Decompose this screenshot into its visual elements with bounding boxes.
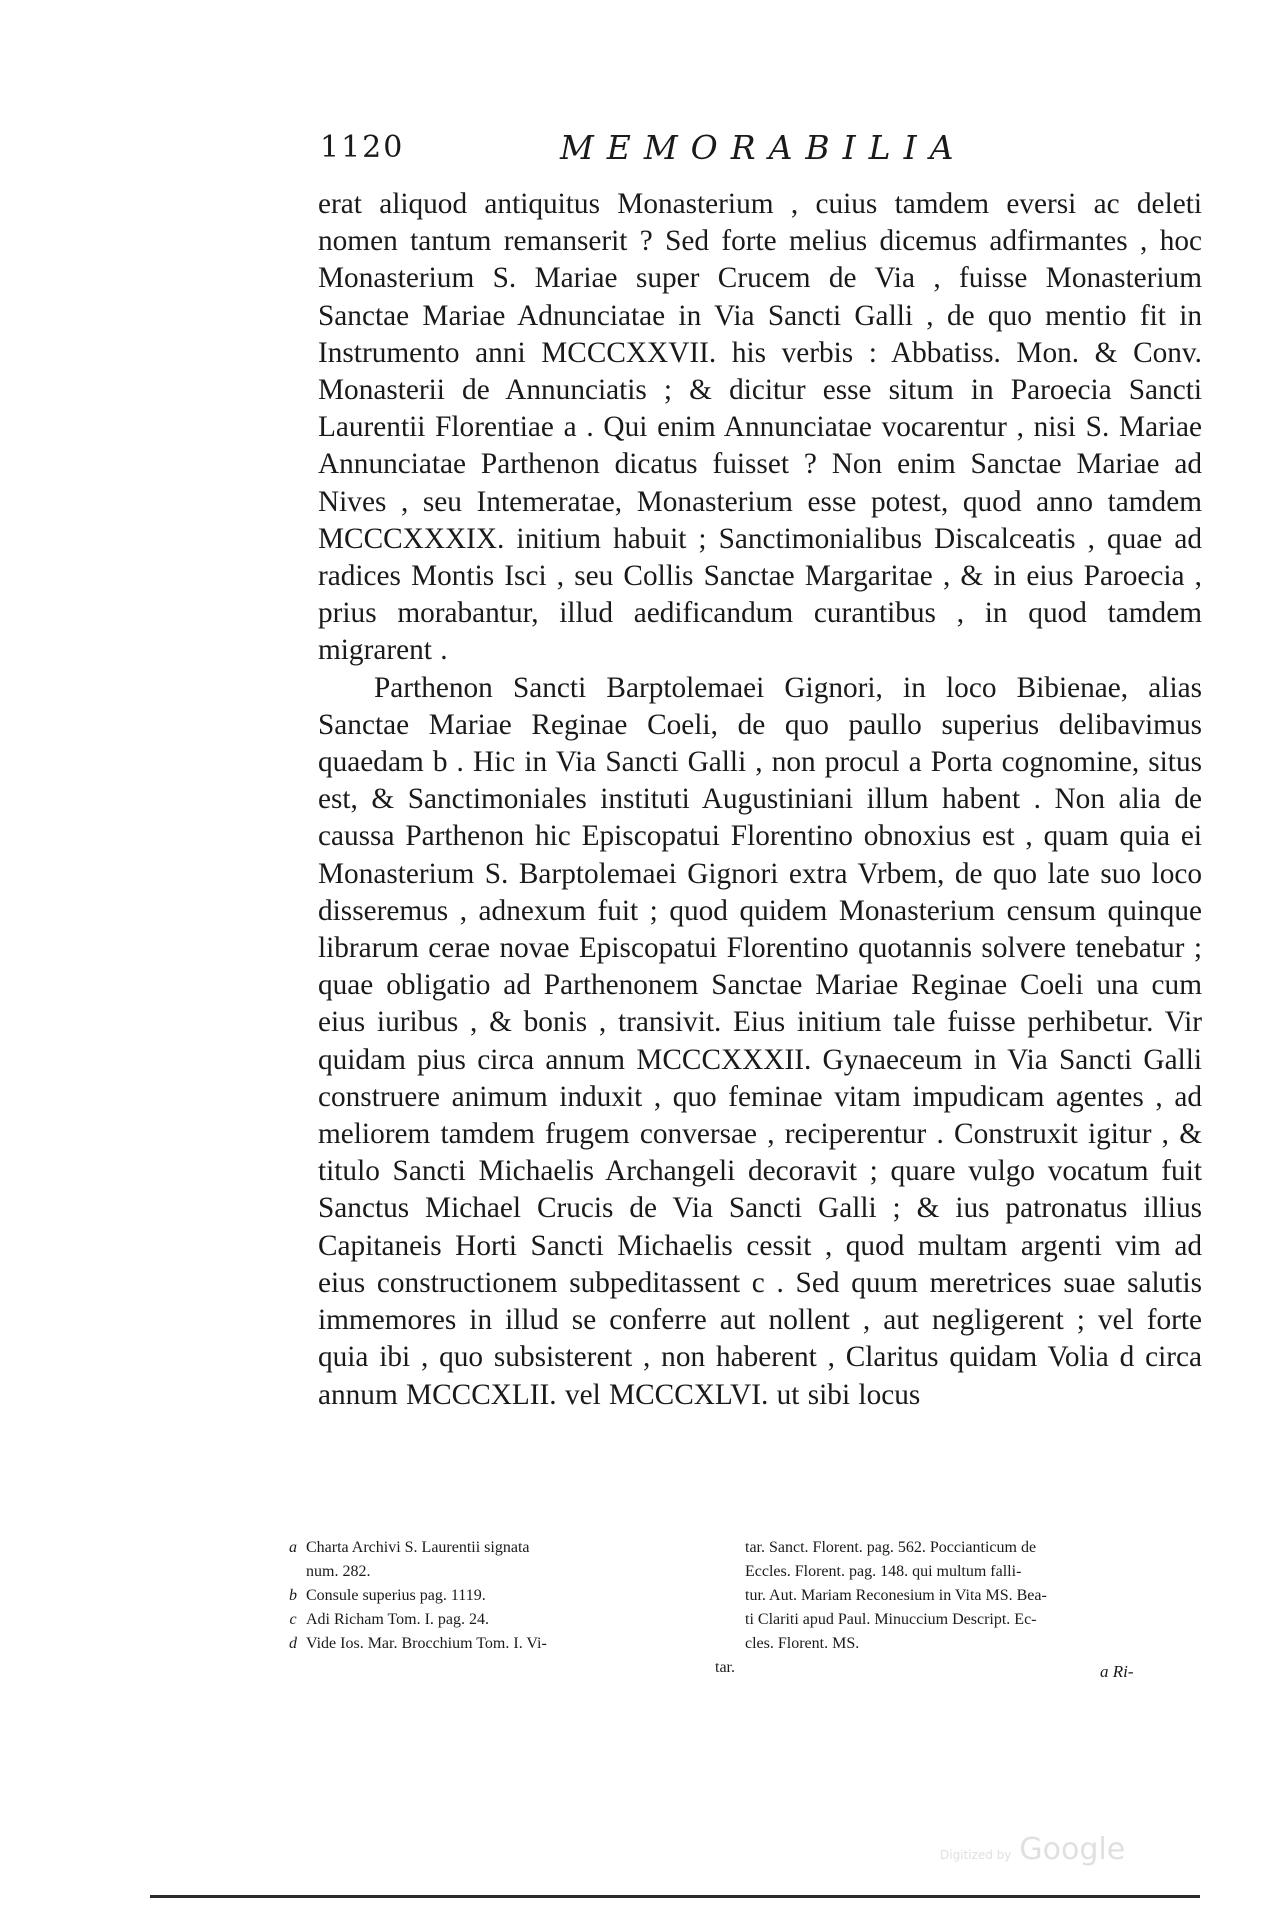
footnote-mark: c [289,1611,297,1628]
page-bottom-rule [150,1895,1200,1898]
footnote-d-continuation: tar. [715,1659,735,1676]
watermark-prefix: Digitized by [940,1848,1012,1862]
footnote-text: Adi Richam Tom. I. pag. 24. [306,1611,490,1628]
footnote-line: ti Clariti apud Paul. Minuccium Descript. Ec- [745,1611,1037,1628]
footnote-mark: b [289,1587,297,1604]
footnote-text: Charta Archivi S. Laurentii signata [306,1539,530,1556]
page-number: 1120 [320,130,405,165]
digitization-watermark [940,1832,1125,1867]
footnote-line: Eccles. Florent. pag. 148. qui multum falli- [745,1563,1022,1580]
catchword: a Ri- [1100,1662,1134,1681]
footnote-mark: a [289,1539,297,1556]
watermark-logo: Google [1019,1832,1126,1867]
footnotes-left-column [280,1536,735,1680]
footnote-b [280,1584,735,1608]
paragraph-continued: erat aliquod antiquitus Monasterium , cuius tamdem eversi ac deleti nomen tantum remanserit ? Sed forte melius dicemus adfirmantes , hoc Monasterium S. Mariae super Crucem de Via , fuisse Monasterium Sanctae Mariae Adnunciatae in Via Sancti Galli , de quo mentio fit in Instrumento anni MCCCXXVII. his verbis : Abbatiss. Mon. & Conv. Monasterii de Annunciatis ; & dicitur esse situm in Paroecia Sancti Laurentii Florentiae a . Qui enim Annunciatae vocarentur , nisi S. Mariae Annunciatae Parthenon dicatus fuisset ? Non enim Sanctae Mariae ad Nives , seu Intemeratae, Monasterium esse potest, quod anno tamdem MCCCXXXIX. initium habuit ; Sanctimonialibus Discalceatis , quae ad radices Montis Isci , seu Collis Sanctae Margaritae , & in eius Paroecia , prius morabantur, illud aedificandum curantibus , in quod tamdem migrarent . [318,188,1202,667]
footnote-text: Consule superius pag. 1119. [306,1587,486,1604]
footnote-c [280,1608,735,1632]
footnotes-right-column [745,1536,1195,1656]
footnote-line: tar. Sanct. Florent. pag. 562. Poccianticum de [745,1539,1037,1556]
footnote-d [280,1632,735,1656]
footnote-line: cles. Florent. MS. [745,1635,860,1652]
paragraph-parthenon: Parthenon Sancti Barptolemaei Gignori, in loco Bibienae, alias Sanctae Mariae Reginae Coeli, de quo paullo superius delibavimus quaedam b . Hic in Via Sancti Galli , non procul a Porta cognomine, situs est, & Sanctimoniales instituti Augustiniani illum habent . Non alia de caussa Parthenon hic Episcopatui Florentino obnoxius est , quam quia ei Monasterium S. Barptolemaei Gignori extra Vrbem, de quo late suo loco disseremus , adnexum fuit ; quod quidem Monasterium censum quinque librarum cerae novae Episcopatui Florentino quotannis solvere tenebatur ; quae obligatio ad Parthenonem Sanctae Mariae Reginae Coeli una cum eius iuribus , & bonis , transivit. Eius initium tale fuisse perhibetur. Vir quidam pius circa annum MCCCXXXII. Gynaeceum in Via Sancti Galli construere animum induxit , quo feminae vitam impudicam agentes , ad meliorem tamdem frugem conversae , reciperentur . Construxit igitur , & titulo Sancti Michaelis Archangeli decoravit ; quare vulgo vocatum fuit Sanctus Michael Crucis de Via Sancti Galli ; & ius patronatus illius Capitaneis Horti Sancti Michaelis cessit , quod multam argenti vim ad eius constructionem subpeditassent c . Sed quum meretrices suae salutis immemores in illud se conferre aut nollent , aut negligerent ; vel forte quia ibi , quo subsisterent , non haberent , Claritus quidam Volia d circa annum MCCCXLII. vel MCCCXLVI. ut sibi locus [318,671,1202,1411]
main-text [318,186,1202,1414]
footnote-text: Vide Ios. Mar. Brocchium Tom. I. Vi- [306,1635,547,1652]
footnote-line: tur. Aut. Mariam Reconesium in Vita MS. Bea- [745,1587,1047,1604]
footnote-a [280,1536,735,1560]
footnote-mark: d [289,1635,297,1652]
running-title: MEMORABILIA [560,128,967,167]
page-header [320,130,1200,180]
footnote-a-continuation: num. 282. [306,1563,371,1580]
